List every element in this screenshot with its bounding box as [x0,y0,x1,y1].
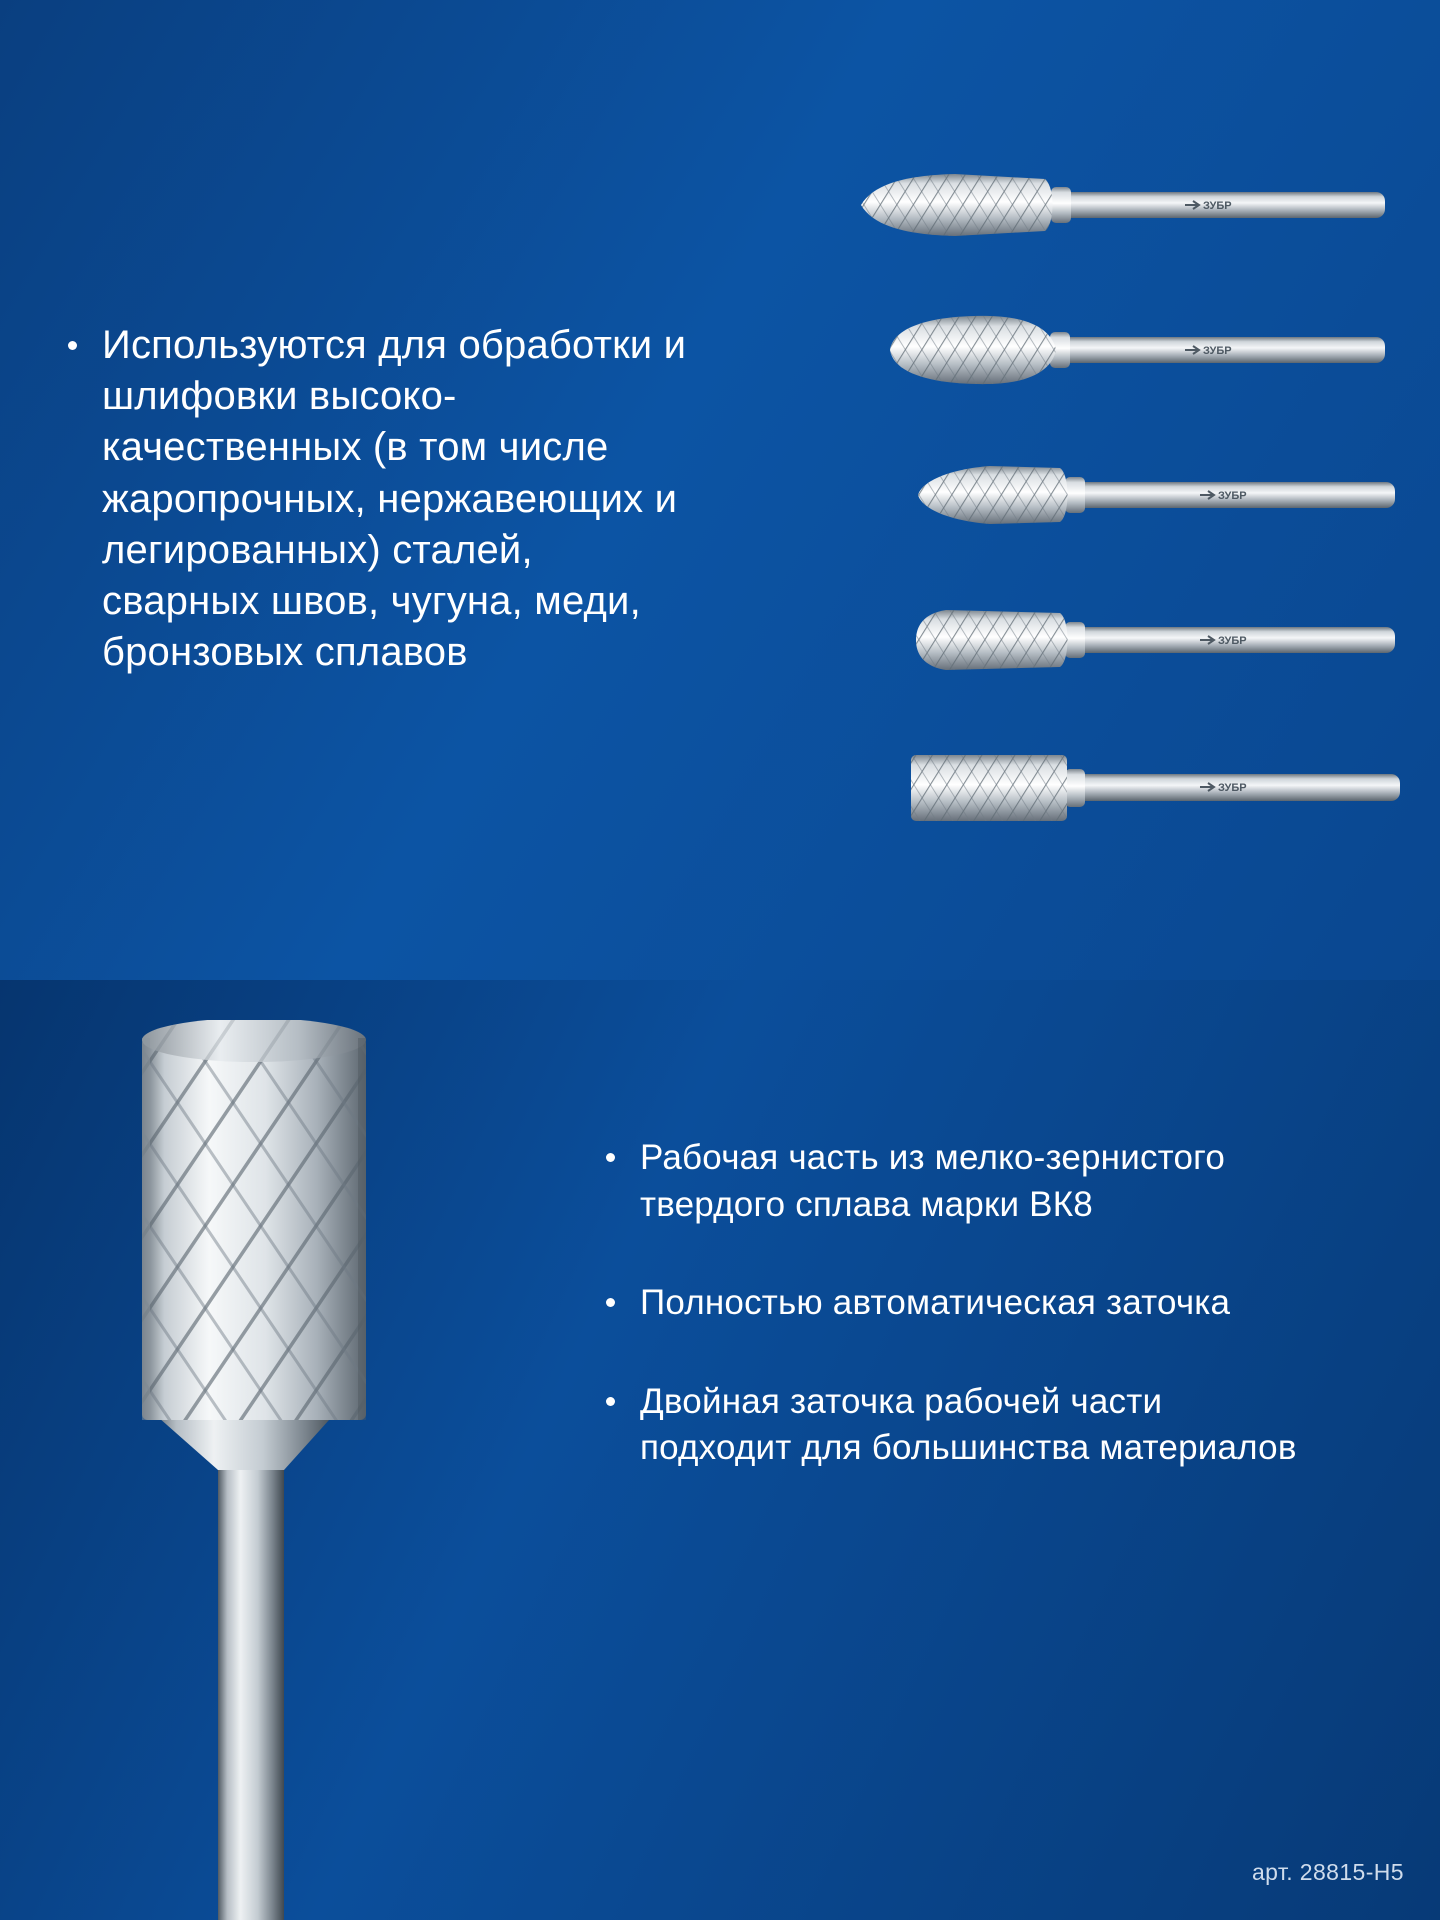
burr-shape-oval-flame [880,310,1400,390]
burr-shape-cylinder-ball-nose [910,600,1410,680]
bottom-feature-item: Рабочая часть из мелко-зернистого твердого сплава марки ВК8 [598,1135,1298,1228]
svg-text:ЗУБР: ЗУБР [1218,635,1247,647]
burr-shape-tree-radius-end [910,455,1410,535]
article-code: арт. 28815-H5 [1251,1859,1404,1885]
bottom-feature-item: Двойная заточка рабочей части подходит для большинства материалов [598,1379,1298,1472]
svg-text:ЗУБР: ЗУБР [1218,490,1247,502]
svg-text:ЗУБР: ЗУБР [1203,200,1232,212]
carbide-burr-closeup [120,1020,440,1920]
bottom-feature-list [598,1135,1298,1472]
svg-text:ЗУБР: ЗУБР [1218,782,1247,794]
burr-shape-cone-round-nose [855,165,1395,245]
bottom-feature-item: Полностью автоматическая заточка [598,1280,1298,1327]
top-feature-list [60,320,700,678]
burr-shape-cylinder-plain-end [905,745,1415,830]
svg-text:ЗУБР: ЗУБР [1203,345,1232,357]
top-feature-item: Используются для обработки и шлифовки высоко-качественных (в том числе жаропрочных, нержавеющих и легированных) сталей, сварных швов, чугуна, меди, бронзовых сплавов [60,320,700,678]
